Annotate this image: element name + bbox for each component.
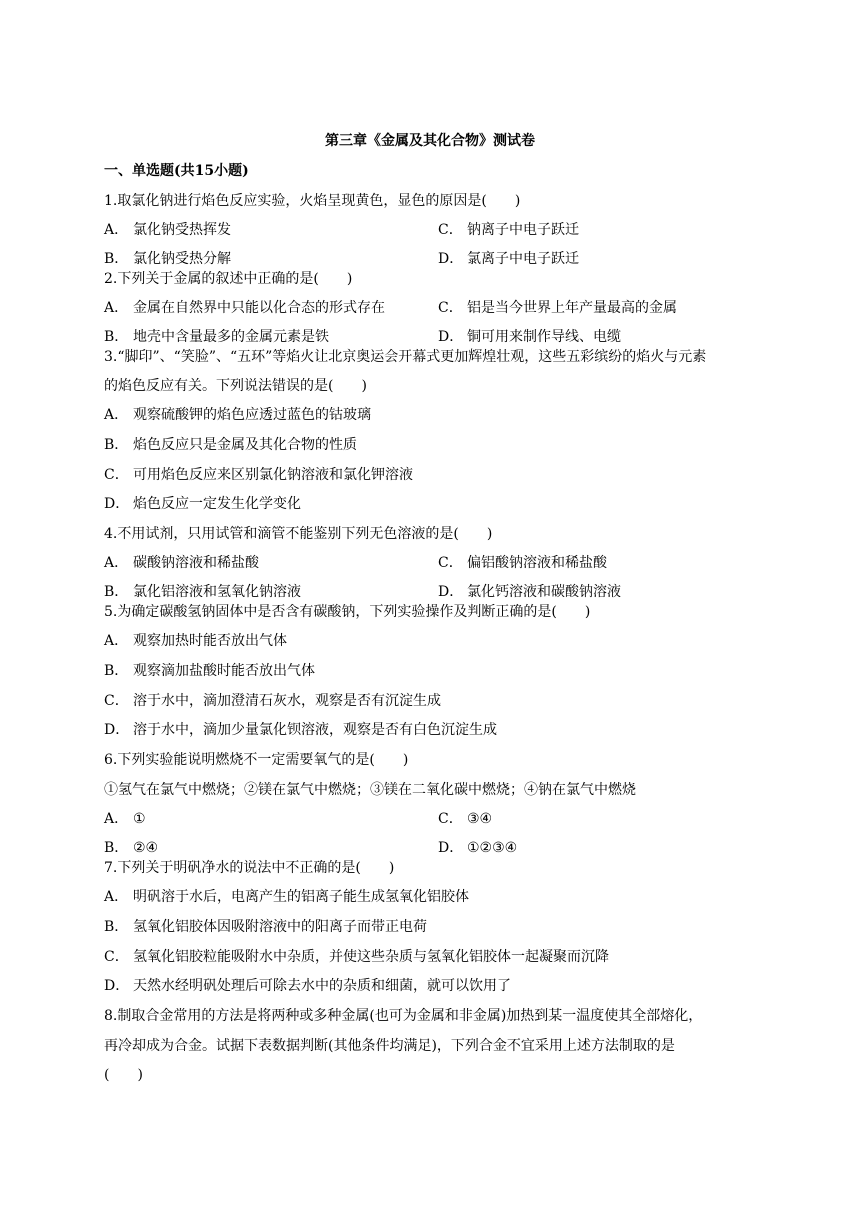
question-3-stem-line1: 3.“脚印”、“笑脸”、“五环”等焰火让北京奥运会开幕式更加辉煌壮观，这些五彩缤纷的焰火与元素 [104, 349, 707, 365]
q3-option-c: C． 可用焰色反应来区别氯化钠溶液和氯化钾溶液 [104, 467, 413, 483]
q4-option-a: A． 碳酸钠溶液和稀盐酸 [104, 555, 259, 571]
q5-option-a: A． 观察加热时能否放出气体 [104, 633, 287, 649]
q7-option-d: D． 天然水经明矾处理后可除去水中的杂质和细菌，就可以饮用了 [104, 978, 511, 994]
q5-option-d: D． 溶于水中，滴加少量氯化钡溶液，观察是否有白色沉淀生成 [104, 722, 497, 738]
q2-option-c: C． 铝是当今世界上年产量最高的金属 [438, 300, 677, 316]
question-6-stem: 6.下列实验能说明燃烧不一定需要氧气的是( ) [104, 752, 409, 768]
q1-option-a: A． 氯化钠受热挥发 [104, 222, 231, 238]
question-8-stem-line1: 8.制取合金常用的方法是将两种或多种金属(也可为金属和非金属)加热到某一温度使其全部熔化， [104, 1008, 703, 1024]
q3-option-a: A． 观察硫酸钾的焰色应透过蓝色的钴玻璃 [104, 407, 371, 423]
q3-option-d: D． 焰色反应一定发生化学变化 [104, 496, 301, 512]
q1-option-b: B． 氯化钠受热分解 [104, 251, 231, 267]
q6-option-c: C． ③④ [438, 811, 493, 827]
question-2-stem: 2.下列关于金属的叙述中正确的是( ) [104, 271, 353, 287]
q6-option-b: B． ②④ [104, 840, 159, 856]
question-8-stem-line2: 再冷却成为合金。试据下表数据判断(其他条件均满足)，下列合金不宜采用上述方法制取的是 [104, 1038, 675, 1054]
q2-option-d: D． 铜可用来制作导线、电缆 [438, 329, 621, 345]
section-heading: 一、单选题(共15小题) [104, 163, 249, 179]
q4-option-c: C． 偏铝酸钠溶液和稀盐酸 [438, 555, 607, 571]
question-7-stem: 7.下列关于明矾净水的说法中不正确的是( ) [104, 860, 395, 876]
q1-option-d: D． 氯离子中电子跃迁 [438, 251, 579, 267]
q2-option-a: A． 金属在自然界中只能以化合态的形式存在 [104, 300, 385, 316]
page-title: 第三章《金属及其化合物》测试卷 [325, 133, 535, 149]
q3-option-b: B． 焰色反应只是金属及其化合物的性质 [104, 437, 357, 453]
question-1-stem: 1.取氯化钠进行焰色反应实验，火焰呈现黄色，显色的原因是( ) [104, 193, 521, 209]
question-5-stem: 5.为确定碳酸氢钠固体中是否含有碳酸钠，下列实验操作及判断正确的是( ) [104, 604, 591, 620]
q7-option-b: B． 氢氧化铝胶体因吸附溶液中的阳离子而带正电荷 [104, 919, 427, 935]
q5-option-c: C． 溶于水中，滴加澄清石灰水，观察是否有沉淀生成 [104, 693, 441, 709]
q6-option-d: D． ①②③④ [438, 840, 518, 856]
q4-option-d: D． 氯化钙溶液和碳酸钠溶液 [438, 584, 621, 600]
question-6-statements: ①氢气在氯气中燃烧；②镁在氯气中燃烧；③镁在二氧化碳中燃烧；④钠在氯气中燃烧 [104, 782, 636, 798]
q6-option-a: A． ① [104, 811, 146, 827]
q7-option-a: A． 明矾溶于水后，电离产生的铝离子能生成氢氧化铝胶体 [104, 889, 469, 905]
question-3-stem-line2: 的焰色反应有关。下列说法错误的是( ) [104, 378, 367, 394]
question-8-stem-line3: ( ) [104, 1067, 143, 1083]
question-4-stem: 4.不用试剂，只用试管和滴管不能鉴别下列无色溶液的是( ) [104, 526, 493, 542]
q2-option-b: B． 地壳中含量最多的金属元素是铁 [104, 329, 329, 345]
q4-option-b: B． 氯化铝溶液和氢氧化钠溶液 [104, 584, 301, 600]
q1-option-c: C． 钠离子中电子跃迁 [438, 222, 579, 238]
q5-option-b: B． 观察滴加盐酸时能否放出气体 [104, 663, 315, 679]
q7-option-c: C． 氢氧化铝胶粒能吸附水中杂质，并使这些杂质与氢氧化铝胶体一起凝聚而沉降 [104, 949, 609, 965]
